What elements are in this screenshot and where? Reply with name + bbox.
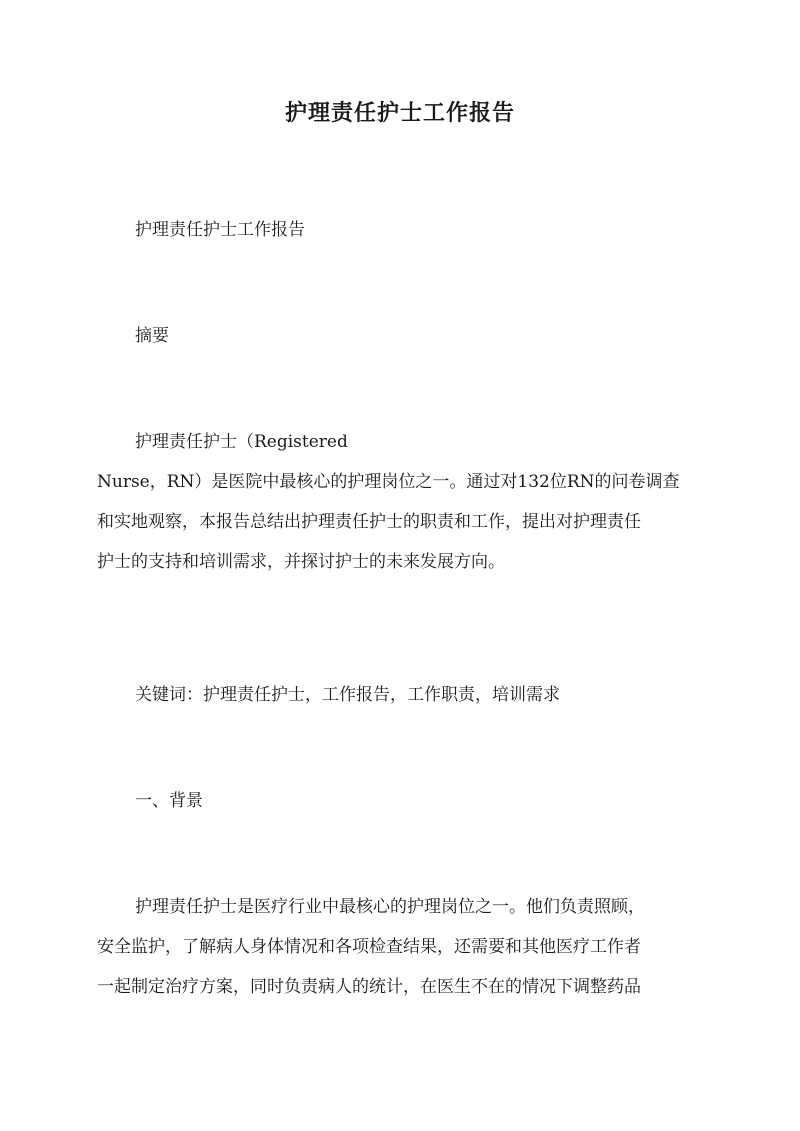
abstract-line-3: 和实地观察，本报告总结出护理责任护士的职责和工作，提出对护理责任 (97, 512, 641, 532)
document-title: 护理责任护士工作报告 (284, 100, 515, 126)
section-1-paragraph (97, 887, 707, 1007)
document-subtitle: 护理责任护士工作报告 (135, 220, 305, 240)
keywords-line: 关键词：护理责任护士，工作报告，工作职责，培训需求 (135, 685, 560, 705)
abstract-line-4: 护士的支持和培训需求，并探讨护士的未来发展方向。 (97, 552, 505, 572)
section-1-line-2: 安全监护，了解病人身体情况和各项检查结果，还需要和其他医疗工作者 (97, 937, 641, 957)
section-1-line-3: 一起制定治疗方案，同时负责病人的统计，在医生不在的情况下调整药品 (97, 977, 641, 997)
abstract-line-2: Nurse，RN）是医院中最核心的护理岗位之一。通过对132位RN的问卷调查 (97, 472, 680, 492)
abstract-heading: 摘要 (135, 326, 169, 346)
section-1-line-1: 护理责任护士是医疗行业中最核心的护理岗位之一。他们负责照顾， (135, 897, 645, 917)
abstract-line-1: 护理责任护士（Registered (135, 432, 348, 452)
section-1-heading: 一、背景 (135, 791, 203, 811)
abstract-paragraph (97, 422, 707, 582)
